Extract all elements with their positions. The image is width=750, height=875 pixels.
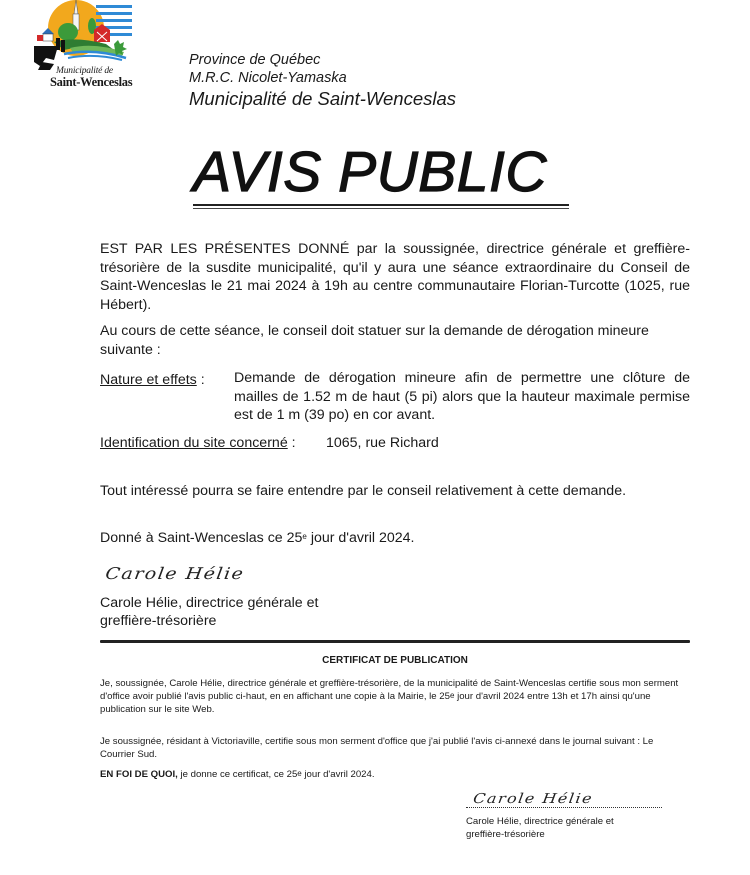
header-mrc: M.R.C. Nicolet-Yamaska (189, 70, 347, 86)
intro-paragraph (100, 240, 690, 314)
signatory-block (100, 594, 360, 630)
signatory-line-1: Carole Hélie, directrice générale et (100, 595, 319, 611)
logo-text-name: Saint-Wenceslas (50, 75, 133, 89)
given-sup: e (302, 532, 307, 541)
section-divider (100, 640, 690, 643)
title-underline (193, 204, 569, 206)
site-label (100, 435, 296, 451)
cert-p3-sup: e (297, 769, 302, 778)
given-suffix: jour d'avril 2024. (306, 530, 415, 546)
cert-p1-b: jour d'avril 2024 entre 13h et 17h ainsi qu'une publication sur le site Web. (100, 691, 651, 716)
cert-p3-b: jour d'avril 2024. (301, 769, 375, 780)
given-prefix: Donné à Saint-Wenceslas ce 25 (100, 530, 303, 546)
header-municipality: Municipalité de Saint-Wenceslas (189, 88, 457, 109)
intro-rest: par la soussignée, directrice générale et greffière-trésorière de la susdite municipalité, qu'il y aura une séance extraordinaire du Conseil de Saint-Wenceslas le 21 mai 2024 à 19h au centre communautaire Florian-Turcotte (1025, rue Hébert). (100, 241, 690, 313)
nature-text: Demande de dérogation mineure afin de permettre une clôture de mailles de 1.52 m de haut (5 pi) alors que la hauteur maximale permise est de 1 m (39 po) en cor avant. (234, 370, 690, 423)
certificate-paragraph-1 (100, 677, 690, 717)
certificate-signatory-block (466, 816, 666, 841)
cert-p1-sup: e (449, 691, 455, 701)
page-title: AVIS PUBLIC (193, 140, 547, 204)
site-label-text: Identification du site concerné (100, 435, 288, 451)
cert-p3-bold: EN FOI DE QUOI, (100, 769, 178, 780)
site-label-colon: : (287, 435, 296, 451)
given-date (100, 529, 690, 548)
certificate-title: CERTIFICAT DE PUBLICATION (322, 655, 468, 666)
seance-paragraph: Au cours de cette séance, le conseil doit statuer sur la demande de dérogation mineure suivante : (100, 323, 649, 358)
cert-p3-a: je donne ce certificat, ce 25 (177, 769, 298, 780)
header-province: Province de Québec (189, 52, 321, 68)
nature-label (100, 372, 205, 388)
certificate-paragraph-3 (100, 768, 690, 781)
certificate-handwritten-signature: Carole Hélie (472, 790, 595, 807)
title-underline-thin (193, 208, 569, 209)
nature-label-colon: : (196, 372, 205, 388)
nature-label-text: Nature et effets (100, 372, 197, 388)
signatory-line-2: greffière-trésorière (100, 613, 217, 629)
certificate-signatory-line-1: Carole Hélie, directrice générale et (466, 816, 614, 827)
signature-dotted-line (466, 807, 662, 808)
logo-text-municipalite: Municipalité de (56, 66, 113, 76)
interested-paragraph: Tout intéressé pourra se faire entendre par le conseil relativement à cette demande. (100, 483, 627, 499)
certificate-signatory-line-2: greffière-trésorière (466, 828, 545, 840)
handwritten-signature: Carole Hélie (104, 564, 246, 584)
cert-p1-a: Je, soussignée, Carole Hélie, directrice générale et greffière-trésorière, de la municipalité de Saint-Wenceslas certifie sous mon serment d'office avoir publié l'avis public ci-haut, en en affichant une copie à la Mairie, le 25 (100, 678, 679, 703)
intro-caps: EST PAR LES PRÉSENTES DONNÉ (100, 241, 350, 257)
certificate-paragraph-2: Je soussignée, résidant à Victoriaville, certifie sous mon serment d'office que j'ai publié l'avis ci-annexé dans le journal suivant : Le Courrier Sud. (100, 736, 654, 761)
site-value: 1065, rue Richard (326, 435, 439, 451)
